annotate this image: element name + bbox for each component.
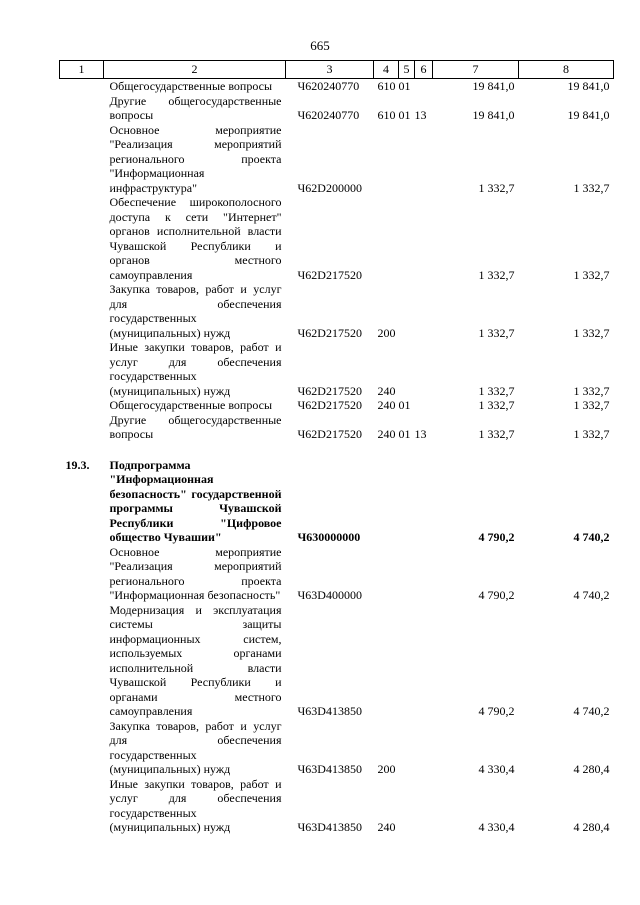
table-row xyxy=(60,413,614,442)
table-row xyxy=(60,282,614,340)
table-row xyxy=(60,545,614,603)
row-name: Основное мероприятие "Реализация мероприятий регионального проекта "Информационная безопасность" xyxy=(109,544,282,602)
row-number xyxy=(60,545,104,603)
amount-year-1: 1 332,7 xyxy=(478,398,515,412)
section-code xyxy=(399,719,415,777)
amount-year-2: 19 841,0 xyxy=(567,108,610,122)
table-row xyxy=(60,79,614,94)
amount-year-1: 4 330,4 xyxy=(478,762,515,776)
amount-year-2: 1 332,7 xyxy=(573,267,610,282)
amount-year-2: 1 332,7 xyxy=(573,383,610,398)
subsection-code xyxy=(415,777,433,835)
column-header: 3 xyxy=(286,61,374,79)
section-code xyxy=(399,195,415,282)
row-number xyxy=(60,777,104,835)
target-article-code: Ч63D400000 xyxy=(297,588,362,602)
column-header: 7 xyxy=(433,61,519,79)
table-row xyxy=(60,340,614,398)
subsection-code xyxy=(415,195,433,282)
table-body xyxy=(60,79,614,835)
expense-type-code: 200 xyxy=(377,325,396,340)
subsection-code: 13 xyxy=(414,108,427,122)
amount-year-2: 4 740,2 xyxy=(573,588,610,602)
column-header: 5 xyxy=(399,61,415,79)
target-article-code: Ч63D413850 xyxy=(297,704,362,718)
row-name: Обеспечение широкополосного доступа к сети "Интернет" органов исполнительной власти Чувашской Республики и органов местного самоуправления xyxy=(109,195,282,282)
subsection-code xyxy=(415,719,433,777)
subsection-code xyxy=(415,123,433,196)
expense-type-code: 240 xyxy=(377,398,396,412)
expense-type-code: 610 xyxy=(377,79,396,93)
row-number xyxy=(60,603,104,719)
amount-year-1: 1 332,7 xyxy=(478,267,515,282)
expense-type-code: 610 xyxy=(377,108,396,122)
amount-year-1: 1 332,7 xyxy=(478,427,515,441)
target-article-code: Ч62D217520 xyxy=(297,267,362,282)
amount-year-2: 4 740,2 xyxy=(573,530,610,544)
amount-year-1: 4 330,4 xyxy=(478,820,515,834)
expense-type-code xyxy=(374,123,399,196)
target-article-code: Ч62D217520 xyxy=(297,383,362,398)
target-article-code: Ч620240770 xyxy=(297,79,360,93)
expense-type-code: 200 xyxy=(377,762,396,776)
amount-year-1: 1 332,7 xyxy=(478,180,515,195)
expense-type-code: 240 xyxy=(377,820,396,834)
row-name: Закупка товаров, работ и услуг для обеспечения государственных (муниципальных) нужд xyxy=(109,718,282,776)
expense-type-code xyxy=(374,603,399,719)
row-name: Закупка товаров, работ и услуг для обеспечения государственных (муниципальных) нужд xyxy=(109,282,282,340)
amount-year-2: 4 740,2 xyxy=(573,704,610,718)
expense-type-code: 240 xyxy=(377,383,396,398)
budget-table xyxy=(59,60,614,835)
column-header: 2 xyxy=(104,61,286,79)
row-number xyxy=(60,340,104,398)
page-number: 665 xyxy=(310,38,330,53)
amount-year-2: 4 280,4 xyxy=(573,820,610,834)
target-article-code: Ч63D413850 xyxy=(297,820,362,834)
table-row xyxy=(60,195,614,282)
row-name: Иные закупки товаров, работ и услуг для обеспечения государственных (муниципальных) нужд xyxy=(109,340,282,398)
amount-year-1: 4 790,2 xyxy=(478,588,515,602)
target-article-code: Ч620240770 xyxy=(297,108,360,122)
row-name: Модернизация и эксплуатация системы защиты информационных систем, используемых органами исполнительной власти Чувашской Республики и органами местного самоуправления xyxy=(109,602,282,718)
section-code: 01 xyxy=(398,427,411,441)
amount-year-1: 19 841,0 xyxy=(472,79,515,93)
section-code xyxy=(399,777,415,835)
section-code xyxy=(399,340,415,398)
subsection-code xyxy=(415,282,433,340)
amount-year-2: 1 332,7 xyxy=(573,325,610,340)
subsection-code xyxy=(415,458,433,545)
subsection-code: 13 xyxy=(414,427,427,441)
row-number xyxy=(60,123,104,196)
section-code: 01 xyxy=(398,79,411,93)
row-number xyxy=(60,94,104,123)
row-number xyxy=(60,398,104,413)
section-code: 01 xyxy=(398,108,411,122)
expense-type-code: 240 xyxy=(377,427,396,441)
row-name: Другие общегосударственные вопросы xyxy=(109,93,282,122)
amount-year-1: 19 841,0 xyxy=(472,108,515,122)
amount-year-1: 4 790,2 xyxy=(478,530,515,544)
subsection-code xyxy=(415,603,433,719)
column-header: 6 xyxy=(415,61,433,79)
section-code xyxy=(399,458,415,545)
row-spacer xyxy=(60,442,614,458)
row-number xyxy=(60,413,104,442)
table-row xyxy=(60,458,614,545)
table-row xyxy=(60,777,614,835)
row-name: Основное мероприятие "Реализация мероприятий регионального проекта "Информационная инфраструктура" xyxy=(109,122,282,195)
table-row xyxy=(60,603,614,719)
section-code xyxy=(399,545,415,603)
header-row xyxy=(60,61,614,79)
target-article-code: Ч63D413850 xyxy=(297,762,362,776)
table-row xyxy=(60,94,614,123)
section-code xyxy=(399,282,415,340)
row-number xyxy=(60,195,104,282)
row-name: Общегосударственные вопросы xyxy=(109,79,273,93)
subsection-code xyxy=(415,340,433,398)
row-number xyxy=(60,282,104,340)
amount-year-2: 1 332,7 xyxy=(573,427,610,441)
target-article-code: Ч630000000 xyxy=(297,530,361,544)
amount-year-2: 4 280,4 xyxy=(573,762,610,776)
row-name: Подпрограмма "Информационная безопасность" государственной программы Чувашской Республики "Цифровое общество Чувашии" xyxy=(109,457,282,544)
row-number: 19.3. xyxy=(65,457,90,472)
subsection-code xyxy=(415,79,433,94)
row-number xyxy=(60,719,104,777)
amount-year-1: 1 332,7 xyxy=(478,325,515,340)
row-name: Иные закупки товаров, работ и услуг для обеспечения государственных (муниципальных) нужд xyxy=(109,776,282,834)
amount-year-2: 1 332,7 xyxy=(573,180,610,195)
table-row xyxy=(60,123,614,196)
target-article-code: Ч62D200000 xyxy=(297,180,362,195)
target-article-code: Ч62D217520 xyxy=(297,398,362,412)
amount-year-1: 4 790,2 xyxy=(478,704,515,718)
section-code xyxy=(399,603,415,719)
column-header: 1 xyxy=(60,61,104,79)
row-number xyxy=(60,79,104,94)
column-header: 8 xyxy=(519,61,614,79)
target-article-code: Ч62D217520 xyxy=(297,325,362,340)
expense-type-code xyxy=(374,545,399,603)
row-name: Другие общегосударственные вопросы xyxy=(109,412,282,441)
table-row xyxy=(60,398,614,413)
column-header: 4 xyxy=(374,61,399,79)
section-code: 01 xyxy=(398,398,411,412)
row-name: Общегосударственные вопросы xyxy=(109,398,273,412)
amount-year-2: 19 841,0 xyxy=(567,79,610,93)
table-row xyxy=(60,719,614,777)
amount-year-2: 1 332,7 xyxy=(573,398,610,412)
target-article-code: Ч62D217520 xyxy=(297,427,362,441)
expense-type-code xyxy=(374,458,399,545)
subsection-code xyxy=(415,545,433,603)
amount-year-1: 1 332,7 xyxy=(478,383,515,398)
subsection-code xyxy=(415,398,433,413)
expense-type-code xyxy=(374,195,399,282)
section-code xyxy=(399,123,415,196)
table-header xyxy=(60,61,614,79)
